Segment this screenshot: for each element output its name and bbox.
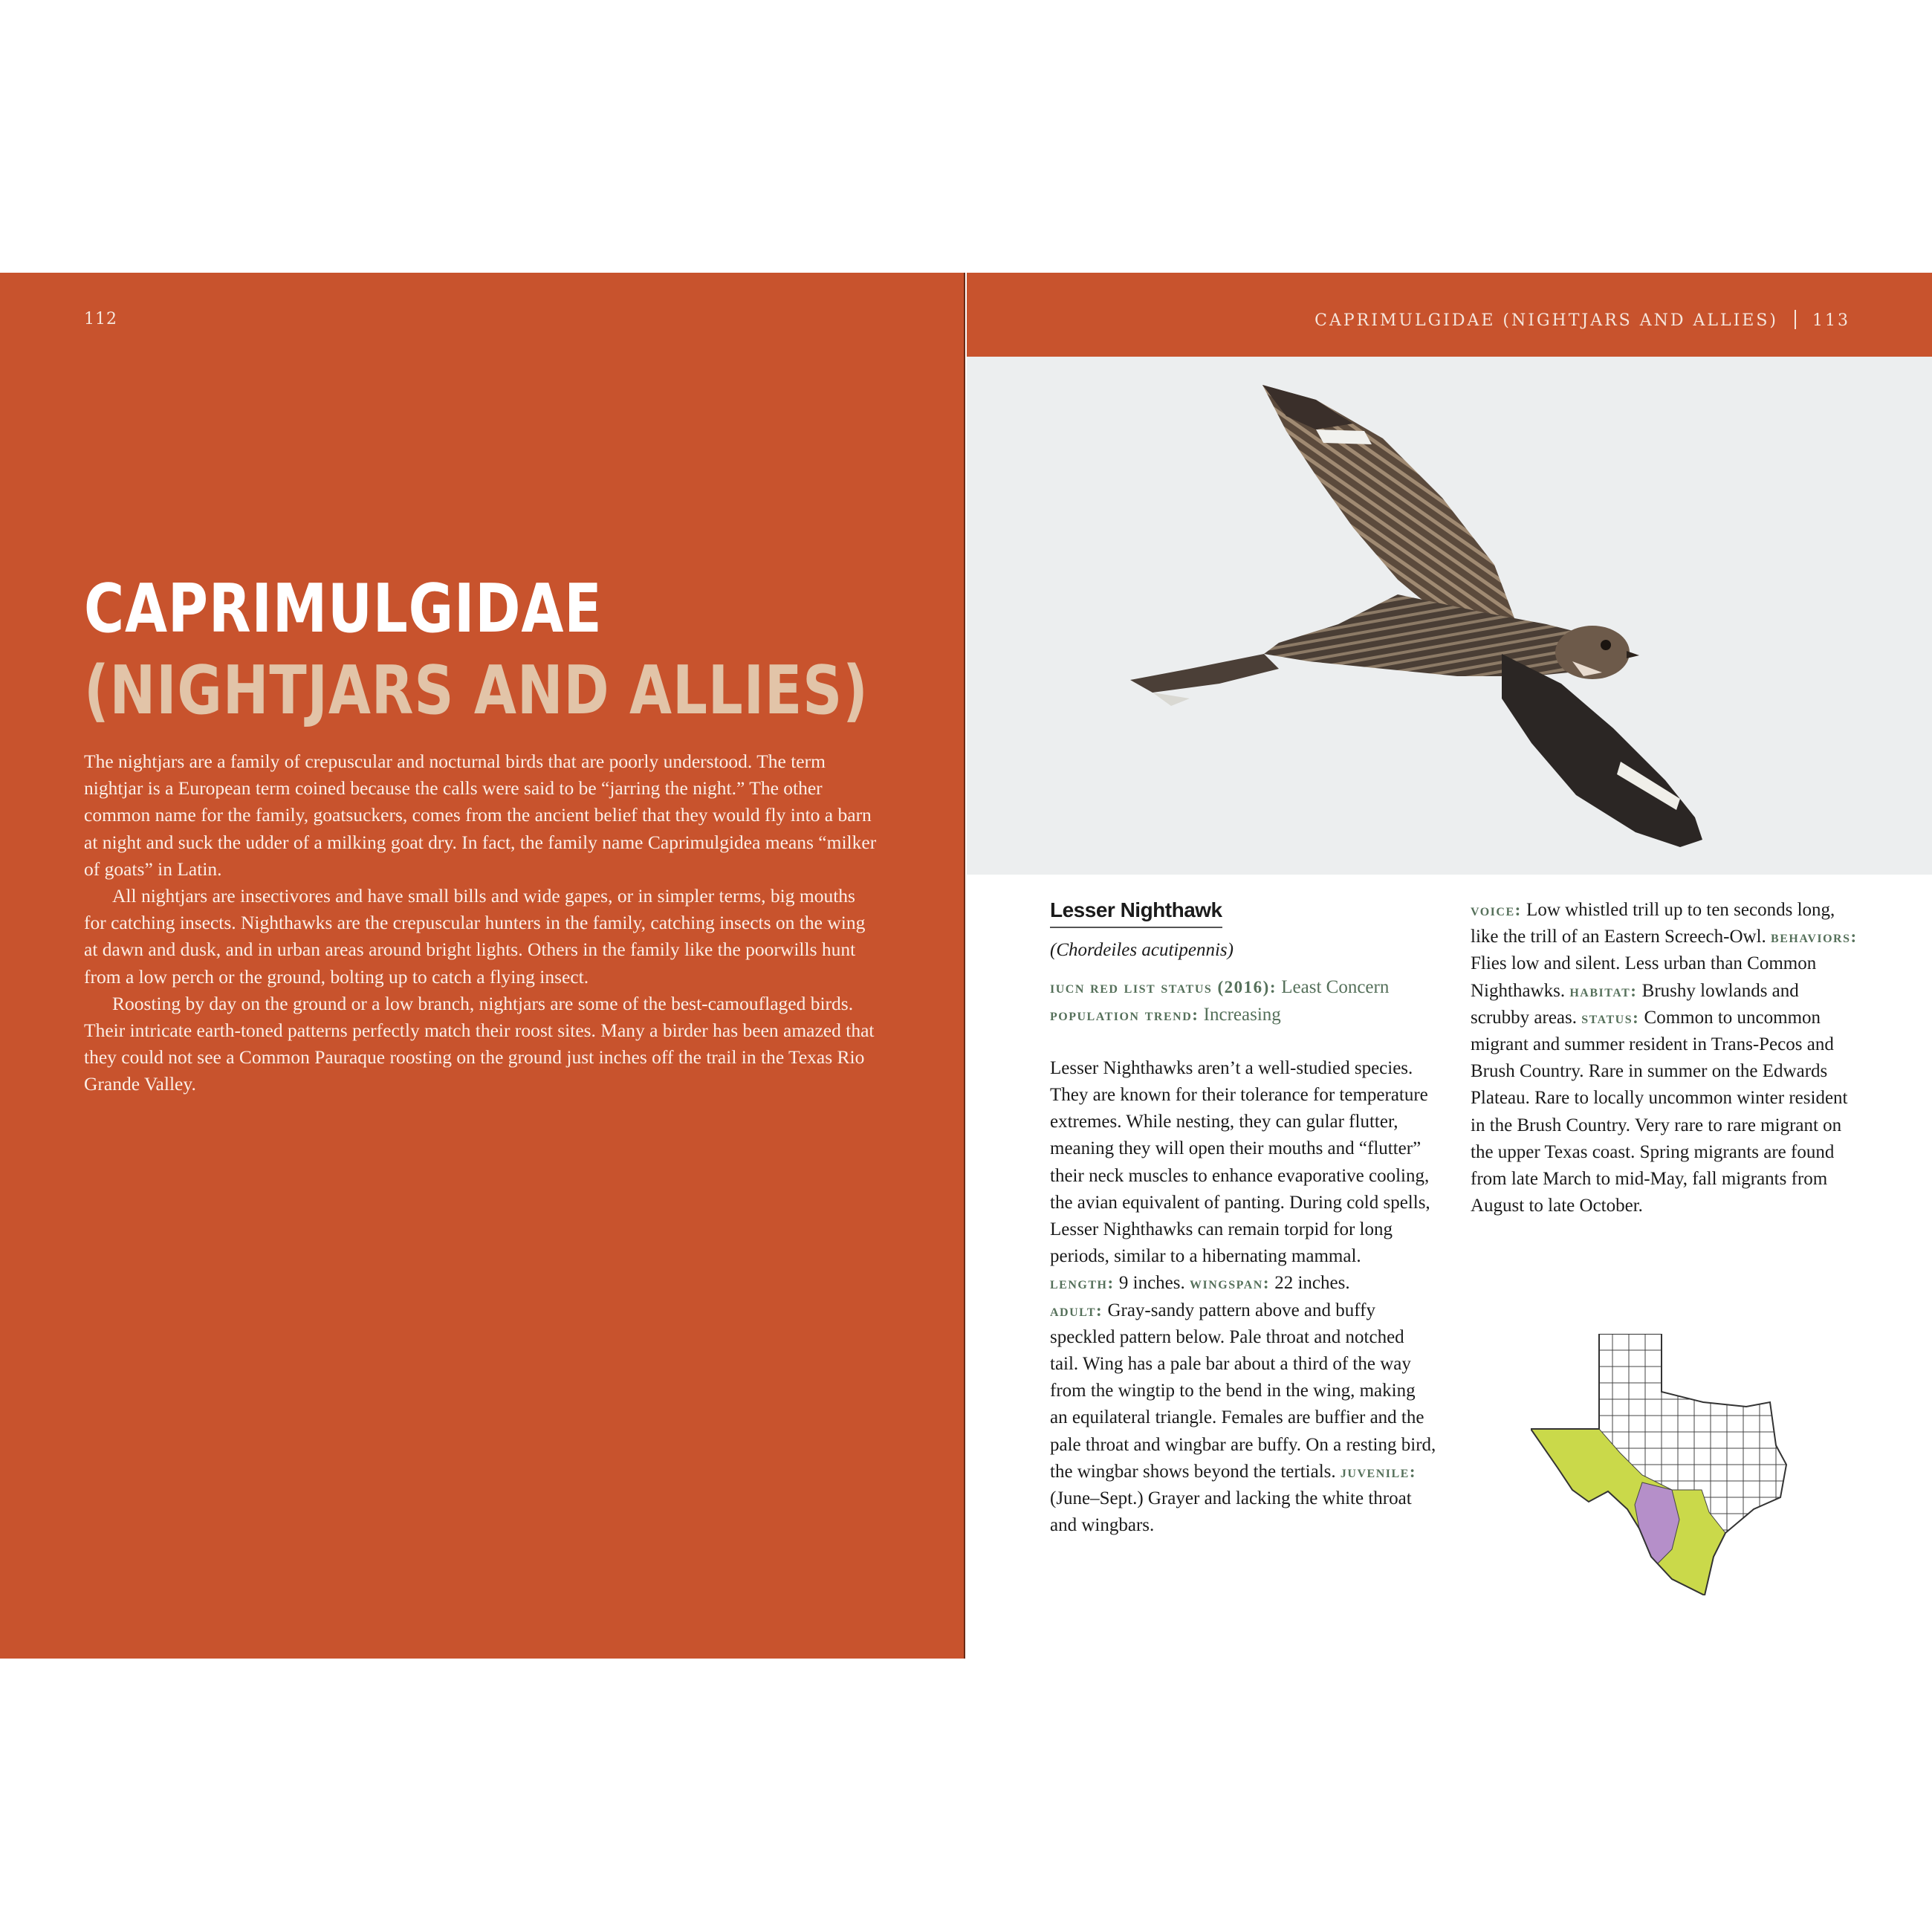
species-column-2 <box>1471 897 1861 1219</box>
wingspan-label: wingspan: <box>1190 1274 1270 1293</box>
length-value: 9 inches. <box>1118 1273 1185 1294</box>
voice-label: voice: <box>1471 901 1522 919</box>
species-column-1 <box>1050 897 1436 1539</box>
juvenile-label: juvenile: <box>1340 1462 1416 1481</box>
status-text: Common to uncommon migrant and summer resident in Trans-Pecos and Brush Country. Rare in summer on the Edwards Plateau. Rare to locally uncommon winter resident in the Brush Country. Very rare to rare migrant on the upper Texas coast. Spring migrants are found from late March to mid-May, fall migrants from August to late October. <box>1471 1007 1848 1216</box>
chapter-title: CAPRIMULGIDAE <box>84 570 603 648</box>
voice-text: Low whistled trill up to ten seconds long, like the trill of an Eastern Screech-Owl. <box>1471 900 1835 947</box>
left-page-number: 112 <box>84 310 117 328</box>
habitat-text: Brushy lowlands and scrubby areas. <box>1471 980 1799 1028</box>
trend-label: population trend: <box>1050 1005 1199 1024</box>
range-map <box>1531 1334 1807 1595</box>
adult-text: Gray-sandy pattern above and buffy speckled pattern below. Pale throat and notched tail. Wing has a pale bar about a third of the way from the wingtip to the bend in the wing, making an equilateral triangle. Females are buffier and the pale throat and wingbar are buffy. On a resting bird, the wingbar shows beyond the tertials. <box>1050 1300 1436 1482</box>
texas-map-icon <box>1531 1334 1807 1595</box>
intro-text <box>84 748 878 1098</box>
chapter-subtitle: (NIGHTJARS AND ALLIES) <box>84 652 869 730</box>
conservation-status <box>1050 974 1436 1028</box>
latin-name: (Chordeiles acutipennis) <box>1050 940 1234 961</box>
habitat-label: habitat: <box>1569 981 1638 1000</box>
behaviors-label: behaviors: <box>1771 927 1858 947</box>
running-head-divider <box>1795 310 1796 329</box>
intro-paragraph: All nightjars are insectivores and have small bills and wide gapes, or in simpler terms, big mouths for catching insects. Nighthawks are the crepuscular hunters in the family, catching insects on the wing at dawn and dusk, and in urban areas around bright lights. Others in the family like the poorwills hunt from a low perch or the ground, bolting up to catch a flying insect. <box>84 885 866 988</box>
iucn-label: iucn red list status (2016): <box>1050 978 1277 997</box>
right-page-number: 113 <box>1812 311 1850 330</box>
book-spread <box>0 273 1932 1659</box>
iucn-value: Least Concern <box>1281 977 1390 998</box>
species-name: Lesser Nighthawk <box>1050 897 1222 928</box>
wingspan-value: 22 inches. <box>1274 1273 1350 1294</box>
running-head-title: CAPRIMULGIDAE (NIGHTJARS AND ALLIES) <box>1315 311 1778 330</box>
left-page <box>0 273 965 1659</box>
bird-photo <box>967 357 1932 875</box>
nighthawk-icon <box>967 357 1932 875</box>
species-description <box>1050 1055 1436 1540</box>
intro-paragraph: The nightjars are a family of crepuscular and nocturnal birds that are poorly understood. The term nightjar is a European term coined because the calls were said to be “jarring the night.” The other common name for the family, goatsuckers, comes from the ancient belief that they would fly into a barn at night and suck the udder of a milking goat dry. In fact, the family name Caprimulgidea means “milker of goats” in Latin. <box>84 751 877 880</box>
trend-value: Increasing <box>1203 1004 1281 1025</box>
juvenile-text: (June–Sept.) Grayer and lacking the white throat and wingbars. <box>1050 1488 1412 1536</box>
header-band <box>967 273 1932 357</box>
description-text: Lesser Nighthawks aren’t a well-studied species. They are known for their tolerance for temperature extremes. While nesting, they can gular flutter, meaning they will open their mouths and “flutter” their neck muscles to enhance evaporative cooling, the avian equivalent of panting. During cold spells, Lesser Nighthawks can remain torpid for long periods, similar to a hibernating mammal. <box>1050 1057 1430 1267</box>
adult-label: adult: <box>1050 1300 1103 1320</box>
behaviors-text: Flies low and silent. Less urban than Common Nighthawks. <box>1471 953 1817 1001</box>
status-label: status: <box>1581 1008 1640 1027</box>
right-page <box>967 273 1932 1659</box>
intro-paragraph: Roosting by day on the ground or a low branch, nightjars are some of the best-camouflaged birds. Their intricate earth-toned patterns perfectly match their roost sites. Many a birder has been amazed that they could not see a Common Pauraque roosting on the ground just inches off the trail in the Texas Rio Grande Valley. <box>84 992 875 1095</box>
running-head <box>1315 310 1850 330</box>
length-label: length: <box>1050 1274 1115 1293</box>
